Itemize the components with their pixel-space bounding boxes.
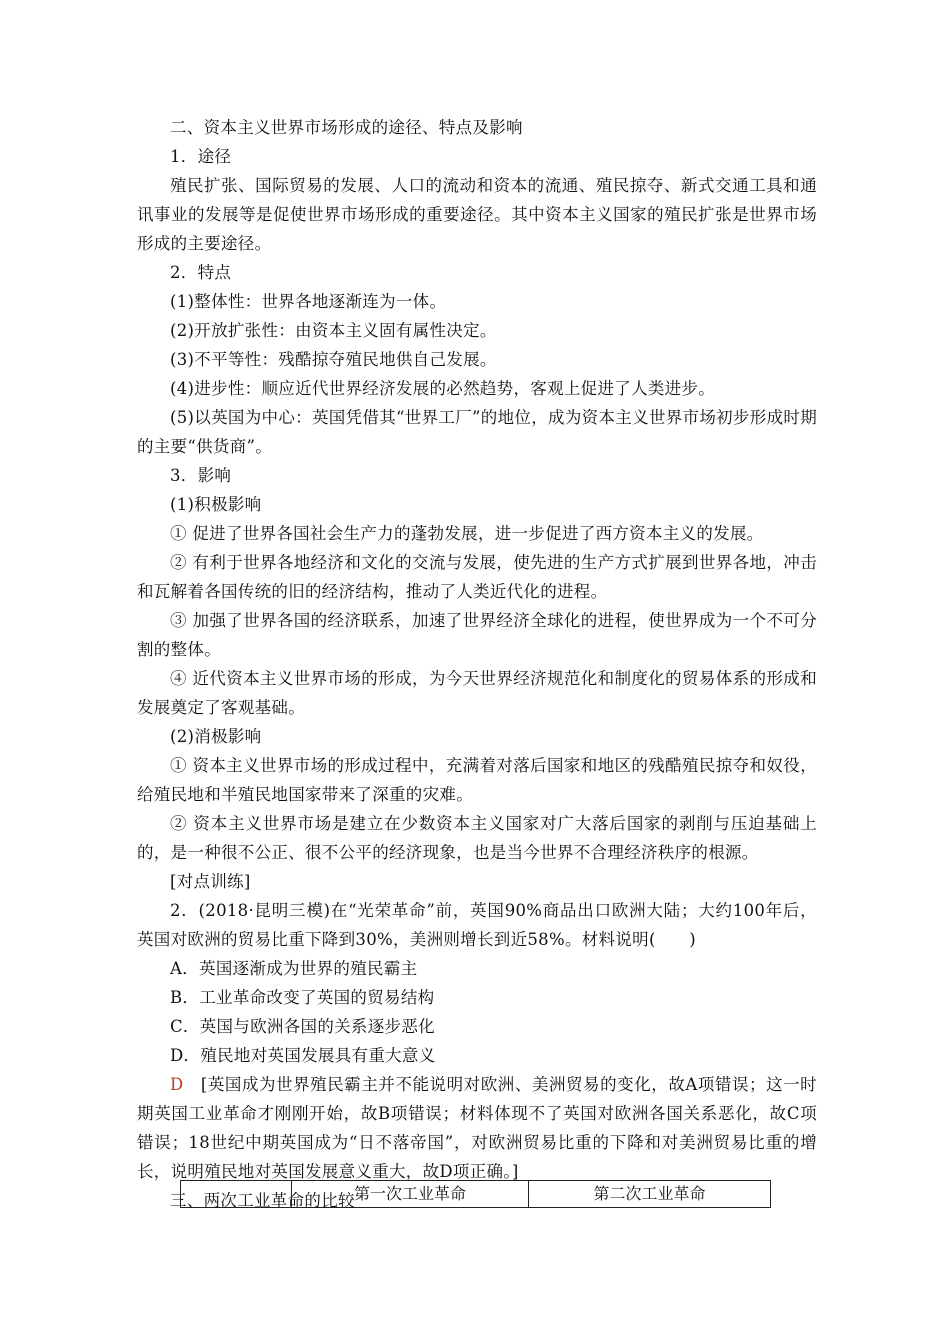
option-b: B．工业革命改变了英国的贸易结构: [170, 988, 435, 1007]
feature-item: (4)进步性：顺应近代世界经济发展的必然趋势，客观上促进了人类进步。: [170, 379, 716, 398]
practice-label: [对点训练]: [170, 872, 251, 891]
subsection-title-features: 2．特点: [170, 263, 232, 282]
option-c: C．英国与欧洲各国的关系逐步恶化: [170, 1017, 435, 1036]
feature-item: (1)整体性：世界各地逐渐连为一体。: [170, 292, 447, 311]
answer-explanation: [137, 1070, 817, 1186]
positive-impact-item: ④ 近代资本主义世界市场的形成，为今天世界经济规范化和制度化的贸易体系的形成和发展奠定了客观基础。: [137, 669, 817, 717]
positive-impact-item: ② 有利于世界各地经济和文化的交流与发展，使先进的生产方式扩展到世界各地，冲击和瓦解着各国传统的旧的经济结构，推动了人类近代化的进程。: [137, 553, 817, 601]
negative-impact-title: (2)消极影响: [170, 727, 262, 746]
section-heading: 二、资本主义世界市场形成的途径、特点及影响: [170, 118, 523, 137]
feature-item: (2)开放扩张性：由资本主义固有属性决定。: [170, 321, 497, 340]
positive-impact-item: ③ 加强了世界各国的经济联系，加速了世界经济全球化的进程，使世界成为一个不可分割的整体。: [137, 611, 817, 659]
table-header-cell: [181, 1181, 292, 1208]
answer-text: [英国成为世界殖民霸主并不能说明对欧洲、美洲贸易的变化，故A项错误；这一时期英国工业革命才刚刚开始，故B项错误；材料体现不了英国对欧洲各国关系恶化，故C项错误；18世纪中期英国成为“日不落帝国”，对欧洲贸易比重的下降和对美洲贸易比重的增长，说明殖民地对英国发展意义重大，故D项正确。]: [137, 1075, 817, 1181]
subsection-title-path: 1．途径: [170, 147, 232, 166]
section-heading-3: 三、两次工业革命的比较: [170, 1191, 355, 1210]
table-header-cell: 第一次工业革命: [292, 1181, 529, 1208]
feature-item: (3)不平等性：残酷掠夺殖民地供自己发展。: [170, 350, 497, 369]
comparison-table: [180, 1180, 771, 1208]
option-a: A．英国逐渐成为世界的殖民霸主: [170, 959, 418, 978]
paragraph-path: 殖民扩张、国际贸易的发展、人口的流动和资本的流通、殖民掠夺、新式交通工具和通讯事业的发展等是促使世界市场形成的重要途径。其中资本主义国家的殖民扩张是世界市场形成的主要途径。: [137, 176, 817, 253]
table-header-cell: 第二次工业革命: [529, 1181, 771, 1208]
positive-impact-title: (1)积极影响: [170, 495, 262, 514]
table-header-row: [181, 1181, 771, 1208]
subsection-title-impact: 3．影响: [170, 466, 232, 485]
positive-impact-item: ① 促进了世界各国社会生产力的蓬勃发展，进一步促进了西方资本主义的发展。: [170, 524, 764, 543]
answer-letter: D: [170, 1075, 184, 1094]
option-d: D．殖民地对英国发展具有重大意义: [170, 1046, 436, 1065]
negative-impact-item: ① 资本主义世界市场的形成过程中，充满着对落后国家和地区的残酷殖民掠夺和奴役，给殖民地和半殖民地国家带来了深重的灾难。: [137, 756, 817, 804]
document-body: [137, 113, 817, 1215]
negative-impact-item: ② 资本主义世界市场是建立在少数资本主义国家对广大落后国家的剥削与压迫基础上的，是一种很不公正、很不公平的经济现象，也是当今世界不合理经济秩序的根源。: [137, 814, 817, 862]
practice-question: 2．(2018·昆明三模)在“光荣革命”前，英国90%商品出口欧洲大陆；大约100年后，英国对欧洲的贸易比重下降到30%，美洲则增长到近58%。材料说明( ): [137, 901, 817, 949]
feature-item: (5)以英国为中心：英国凭借其“世界工厂”的地位，成为资本主义世界市场初步形成时期的主要“供货商”。: [137, 408, 817, 456]
